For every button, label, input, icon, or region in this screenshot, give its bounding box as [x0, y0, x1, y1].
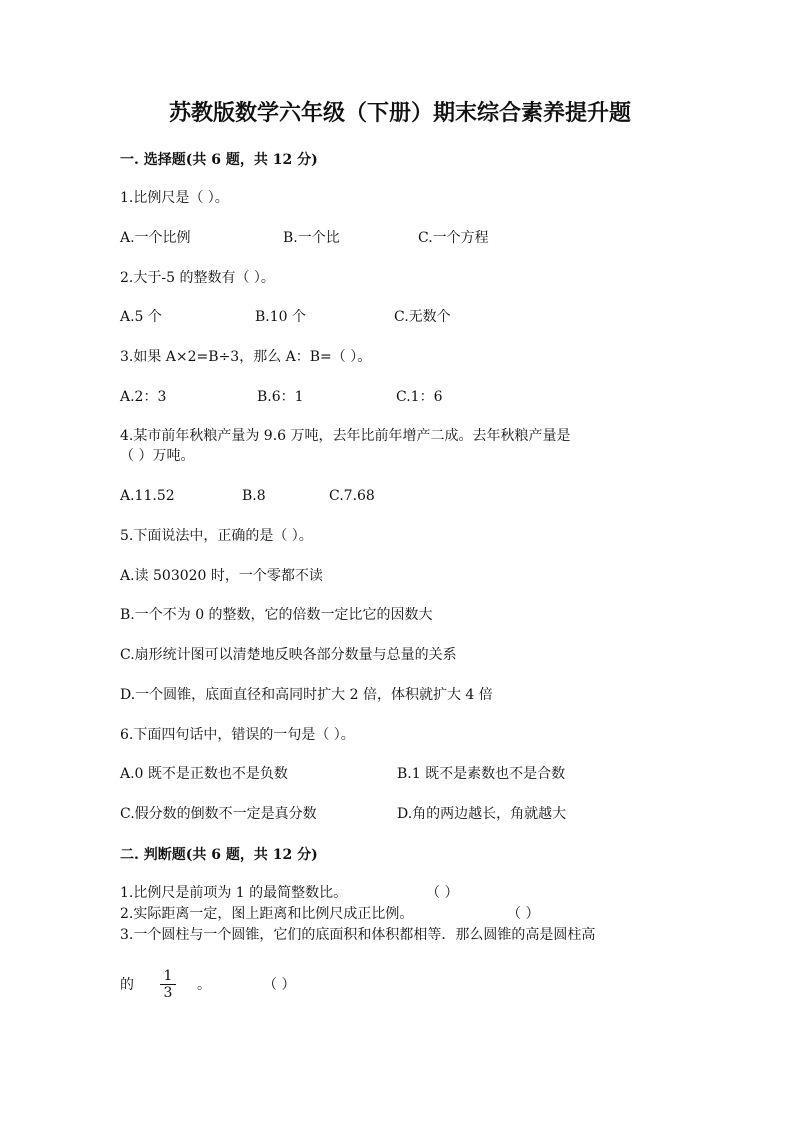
question-4-stem-line2: （ ）万吨。	[120, 448, 195, 464]
fraction-one-third	[158, 968, 178, 1001]
section-heading-choice: 一. 选择题(共 6 题，共 12 分)	[120, 152, 318, 168]
question-5-option-d: D.一个圆锥，底面直径和高同时扩大 2 倍，体积就扩大 4 倍	[120, 687, 493, 703]
question-4-option-a: A.11.52	[120, 488, 175, 504]
question-6-option-c: C.假分数的倒数不一定是真分数	[120, 806, 317, 822]
question-2-option-b: B.10 个	[255, 309, 307, 325]
judgement-3-suffix: 。	[197, 977, 211, 993]
question-2-option-c: C.无数个	[394, 309, 451, 325]
judgement-1-blank: （ ）	[426, 885, 459, 901]
judgement-2-text: 2.实际距离一定，图上距离和比例尺成正比例。	[120, 906, 414, 922]
question-3-stem: 3.如果 A×2=B÷3，那么 A：B=（ ）。	[120, 349, 372, 365]
question-4-option-b: B.8	[242, 488, 266, 504]
question-1-option-c: C.一个方程	[418, 230, 489, 246]
question-5-option-c: C.扇形统计图可以清楚地反映各部分数量与总量的关系	[120, 647, 457, 663]
question-1-option-b: B.一个比	[283, 230, 340, 246]
question-1-stem: 1.比例尺是（ ）。	[120, 190, 229, 206]
question-3-option-b: B.6：1	[257, 389, 304, 405]
judgement-1-text: 1.比例尺是前项为 1 的最简整数比。	[120, 885, 348, 901]
question-3-option-a: A.2：3	[120, 389, 167, 405]
fraction-denominator: 3	[163, 985, 173, 1001]
question-6-option-d: D.角的两边越长，角就越大	[397, 806, 567, 822]
question-6-option-a: A.0 既不是正数也不是负数	[120, 766, 288, 782]
question-4-stem-line1: 4.某市前年秋粮产量为 9.6 万吨，去年比前年增产二成。去年秋粮产量是	[120, 428, 571, 444]
judgement-3-prefix: 的	[120, 977, 134, 993]
question-2-stem: 2.大于-5 的整数有（ ）。	[120, 270, 275, 286]
question-5-option-b: B.一个不为 0 的整数，它的倍数一定比它的因数大	[120, 607, 433, 623]
page-title: 苏教版数学六年级（下册）期末综合素养提升题	[168, 100, 631, 126]
question-5-option-a: A.读 503020 时，一个零都不读	[120, 568, 323, 584]
fraction-numerator: 1	[163, 968, 173, 984]
question-5-stem: 5.下面说法中，正确的是（ ）。	[120, 528, 313, 544]
section-heading-judgement: 二. 判断题(共 6 题，共 12 分)	[120, 847, 318, 863]
question-4-option-c: C.7.68	[329, 488, 375, 504]
judgement-3-line1: 3.一个圆柱与一个圆锥，它们的底面积和体积都相等．那么圆锥的高是圆柱高	[120, 927, 596, 943]
question-2-option-a: A.5 个	[120, 309, 162, 325]
judgement-3-blank: （ ）	[263, 977, 296, 993]
question-1-option-a: A.一个比例	[120, 230, 191, 246]
question-6-option-b: B.1 既不是素数也不是合数	[397, 766, 566, 782]
question-3-option-c: C.1：6	[396, 389, 443, 405]
judgement-2-blank: （ ）	[507, 906, 540, 922]
question-6-stem: 6.下面四句话中，错误的一句是（ ）。	[120, 727, 355, 743]
